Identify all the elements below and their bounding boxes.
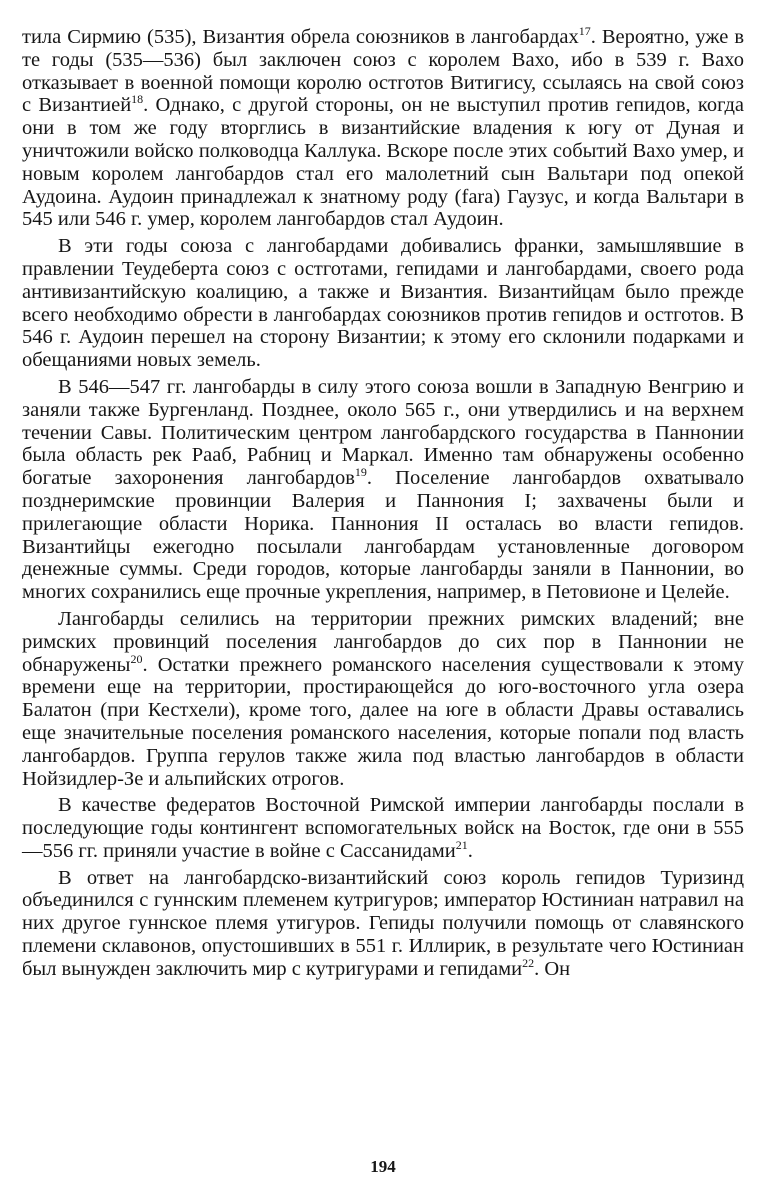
paragraph [22,26,744,231]
paragraph-text: . Вероятно, уже в те годы (535—536) был заключен союз с королем Вахо, ибо в 539 г. Вахо отказывает в военной помощи королю остготов Витигису, ссылаясь на свой союз с Византией [22,26,744,117]
body-text [22,26,744,981]
footnote-marker: 17 [578,24,591,38]
book-page [22,24,744,1176]
footnote-marker: 22 [522,955,535,970]
paragraph [22,235,744,372]
footnote-marker: 20 [130,651,143,666]
paragraph-text: Лангобарды селились на территории прежних римских владений; вне римских провинций поселения лангобардов до сих пор в Паннонии не обнаружены [22,607,744,676]
paragraph-text: В качестве федератов Восточной Римской империи лангобарды послали в последующие годы контингент вспомогательных войск на Восток, где они в 555—556 гг. приняли участие в войне с Сассанидами [22,794,744,862]
paragraph [22,794,744,862]
footnote-marker: 19 [354,465,367,480]
footnote-marker: 21 [455,837,468,852]
paragraph [22,608,744,790]
paragraph-text: В ответ на лангобардско-византийский союз король гепидов Туризинд объединился с гуннским племенем кутригуров; император Юстиниан натравил на них другое гуннское племя утигуров. Гепиды получили помощь от славянского племени склавонов, опустошивших в 551 г. Иллирик, в результате чего Юстиниан был вынужден заключить мир с кутригурами и гепидами [22,866,744,980]
paragraph [22,867,744,981]
paragraph [22,376,744,604]
paragraph-text: тила Сирмию (535), Византия обрела союзников в лангобардах [22,26,579,48]
paragraph-text: В 546—547 гг. лангобарды в силу этого союза вошли в Западную Венгрию и заняли также Бургенланд. Позднее, около 565 г., они утвердились и на верхнем течении Савы. Политическим центром лангобардского государства в Паннонии была область рек Рааб, Рабниц и Маркал. Именно там обнаружены особенно богатые захоронения лангобардов [22,375,744,490]
paragraph-text: . Однако, с другой стороны, он не выступил против гепидов, когда они в том же году вторглись в византийские владения к югу от Дуная и уничтожили войско полководца Каллука. Вскоре после этих событий Вахо умер, и новым королем лангобардов стал его малолетний сын Вальтари под опекой Аудоина. Аудоин принадлежал к знатному роду (fara) Гаузус, и когда Вальтари в 545 или 546 г. умер, королем лангобардов стал Аудоин. [22,94,744,231]
footnote-marker: 18 [131,92,144,107]
page-number: 194 [370,1157,396,1176]
paragraph-text: В эти годы союза с лангобардами добивались франки, замышлявшие в правлении Теудеберта союз с остготами, гепидами и лангобардами, своего рода антивизантийскую коалицию, а также и Византия. Византийцам было прежде всего необходимо обрести в лангобардах союзников против гепидов и остготов. В 546 г. Аудоин перешел на сторону Византии; к этому его склонили подарками и обещаниями новых земель. [22,235,744,372]
paragraph-text: . Остатки прежнего романского населения существовали к этому времени еще на территории, простирающейся до юго-восточного угла озера Балатон (при Кестхели), кроме того, далее на юге в области Дравы оставались еще значительные поселения романского населения, которые попали под власть лангобардов. Группа герулов также жила под властью лангобардов в области Нойзидлер-Зе и альпийских отрогов. [22,653,744,790]
paragraph-text: . Он [534,957,571,980]
paragraph-text: . Поселение лангобардов охватывало позднеримские провинции Валерия и Паннония I; захвачены были и прилегающие области Норика. Паннония II осталась во власти гепидов. Византийцы ежегодно посылали лангобардам установленные договором денежные суммы. Среди городов, которые лангобарды заняли в Паннонии, во многих сохранились еще прочные укрепления, например, в Петовионе и Целейе. [22,467,744,604]
paragraph-text: . [467,839,473,862]
